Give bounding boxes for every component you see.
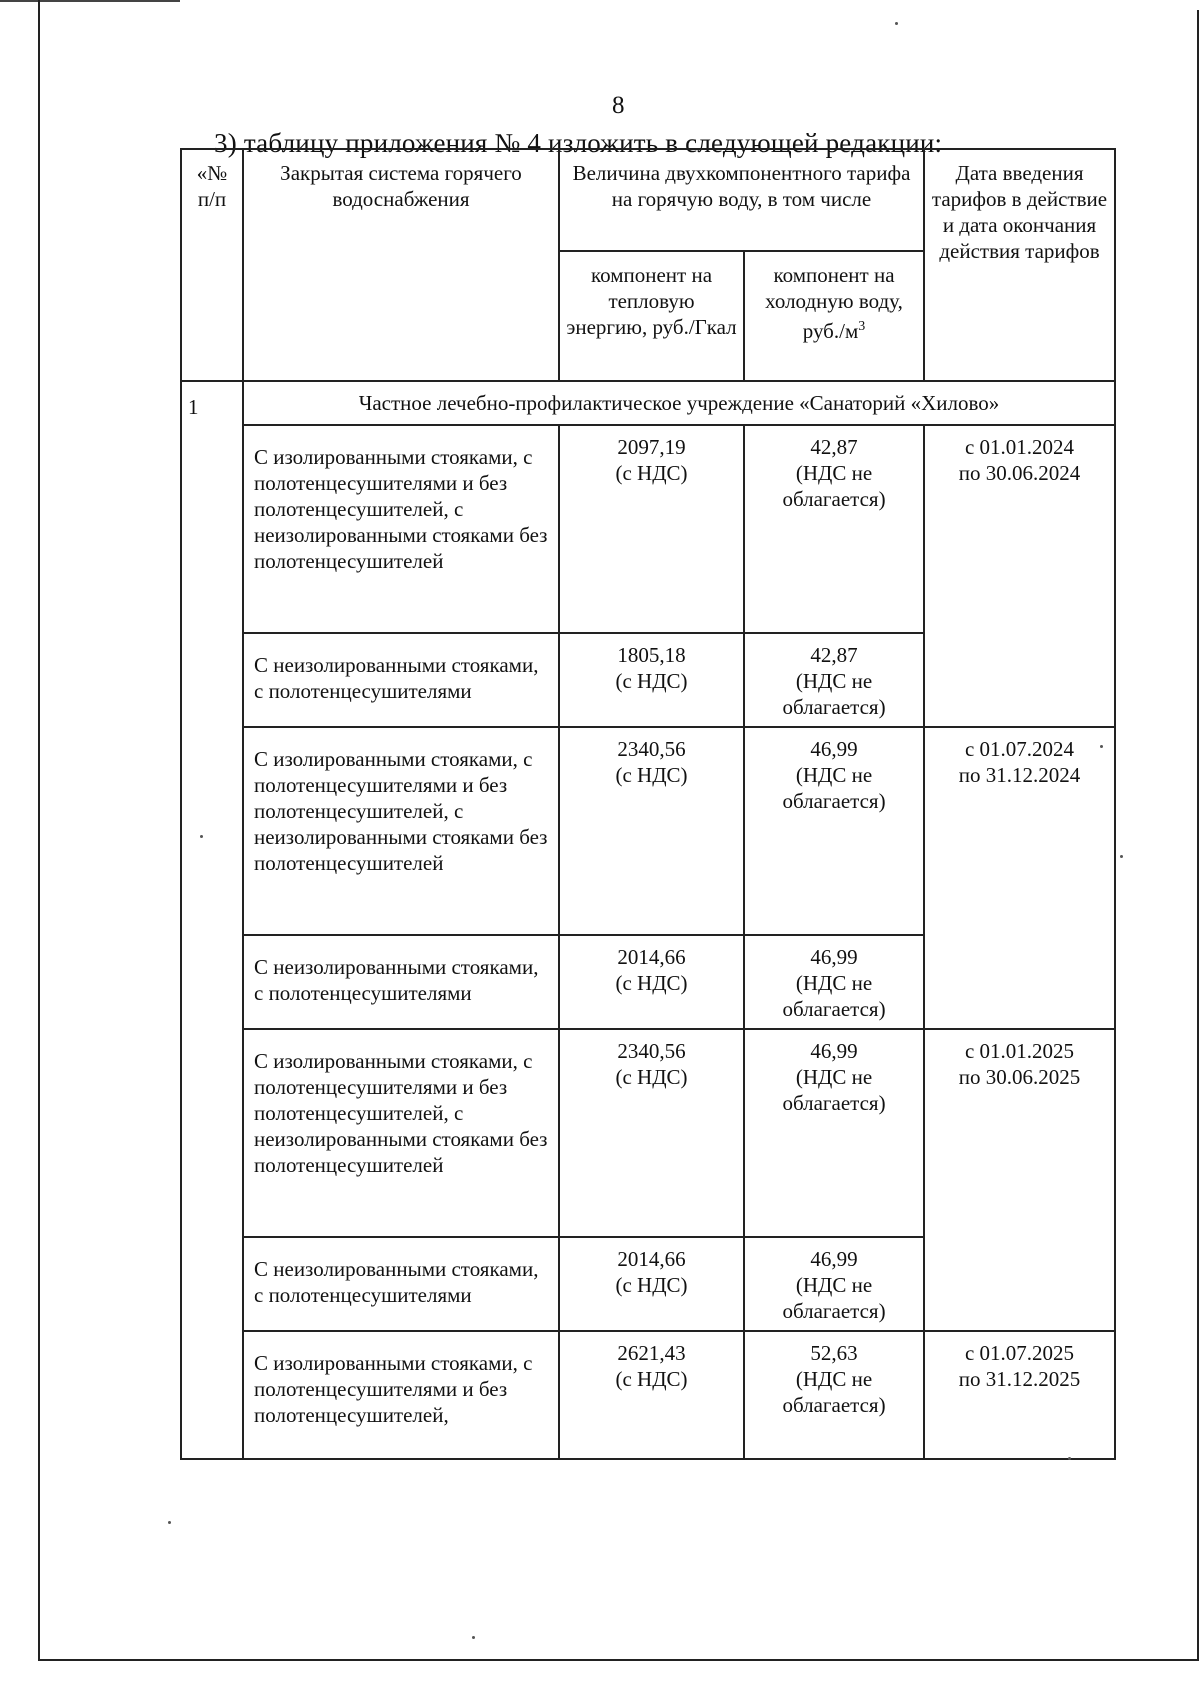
system-type: С изолированными стояками, с полотенцесушителями и без полотенцесушителей, [243,1331,559,1459]
scan-speck [1120,855,1123,858]
heat-component-value: 2340,56 (с НДС) [559,1029,744,1237]
cold-component-value: 46,99 (НДС не облагается) [744,1029,924,1237]
system-type: С неизолированными стояками, с полотенцесушителями [243,935,559,1029]
period-cell: с 01.07.2024 по 31.12.2024 [924,727,1115,1029]
table-row [181,425,1115,633]
period-cell: с 01.07.2025 по 31.12.2025 [924,1331,1115,1459]
cold-component-value: 52,63 (НДС не облагается) [744,1331,924,1459]
header-heat-component: компонент на тепловую энергию, руб./Гкал [559,251,744,381]
scan-frame-right [1197,10,1199,1660]
heat-component-value: 2014,66 (с НДС) [559,935,744,1029]
cold-component-value: 46,99 (НДС не облагается) [744,727,924,935]
section-heading: 3) таблицу приложения № 4 изложить в следующей редакции: [214,128,943,158]
period-cell: с 01.01.2024 по 30.06.2024 [924,425,1115,727]
system-type: С изолированными стояками, с полотенцесушителями и без полотенцесушителей, с неизолированными стояками без полотенцесушителей [243,727,559,935]
scan-speck [472,1636,475,1639]
scan-speck [1068,1457,1071,1460]
scan-speck [895,22,898,25]
system-type: С изолированными стояками, с полотенцесушителями и без полотенцесушителей, с неизолированными стояками без полотенцесушителей [243,1029,559,1237]
organization-name: Частное лечебно-профилактическое учреждение «Санаторий «Хилово» [243,381,1115,425]
heat-component-value: 2621,43 (с НДС) [559,1331,744,1459]
period-cell: с 01.01.2025 по 30.06.2025 [924,1029,1115,1331]
page-number: 8 [612,92,625,119]
scan-speck [200,835,203,838]
header-num: «№ п/п [181,149,243,381]
table-row [181,727,1115,935]
header-dates: Дата введения тарифов в действие и дата окончания действия тарифов [924,149,1115,381]
cold-component-value: 42,87 (НДС не облагается) [744,425,924,633]
scan-frame-left [38,0,40,1660]
row-number: 1 [181,381,243,1459]
heat-component-value: 2014,66 (с НДС) [559,1237,744,1331]
table-row [181,1331,1115,1459]
header-cold-component: компонент на холодную воду, $руб./м^3$ [744,251,924,381]
frame-top-edge [0,0,180,2]
table-header-row [181,149,1115,251]
table-row [181,1029,1115,1237]
heat-component-value: 1805,18 (с НДС) [559,633,744,727]
cold-component-value: 42,87 (НДС не облагается) [744,633,924,727]
scan-speck [1100,745,1103,748]
tariff-table [180,148,1116,1460]
system-type: С изолированными стояками, с полотенцесушителями и без полотенцесушителей, с неизолированными стояками без полотенцесушителей [243,425,559,633]
system-type: С неизолированными стояками, с полотенцесушителями [243,1237,559,1331]
organization-row [181,381,1115,425]
cold-component-value: 46,99 (НДС не облагается) [744,1237,924,1331]
system-type: С неизолированными стояками, с полотенцесушителями [243,633,559,727]
scan-frame-bottom [38,1659,1199,1661]
header-tariff: Величина двухкомпонентного тарифа на горячую воду, в том числе [559,149,924,251]
scan-speck [168,1521,171,1524]
heat-component-value: 2097,19 (с НДС) [559,425,744,633]
header-system: Закрытая система горячего водоснабжения [243,149,559,381]
heat-component-value: 2340,56 (с НДС) [559,727,744,935]
cold-component-value: 46,99 (НДС не облагается) [744,935,924,1029]
